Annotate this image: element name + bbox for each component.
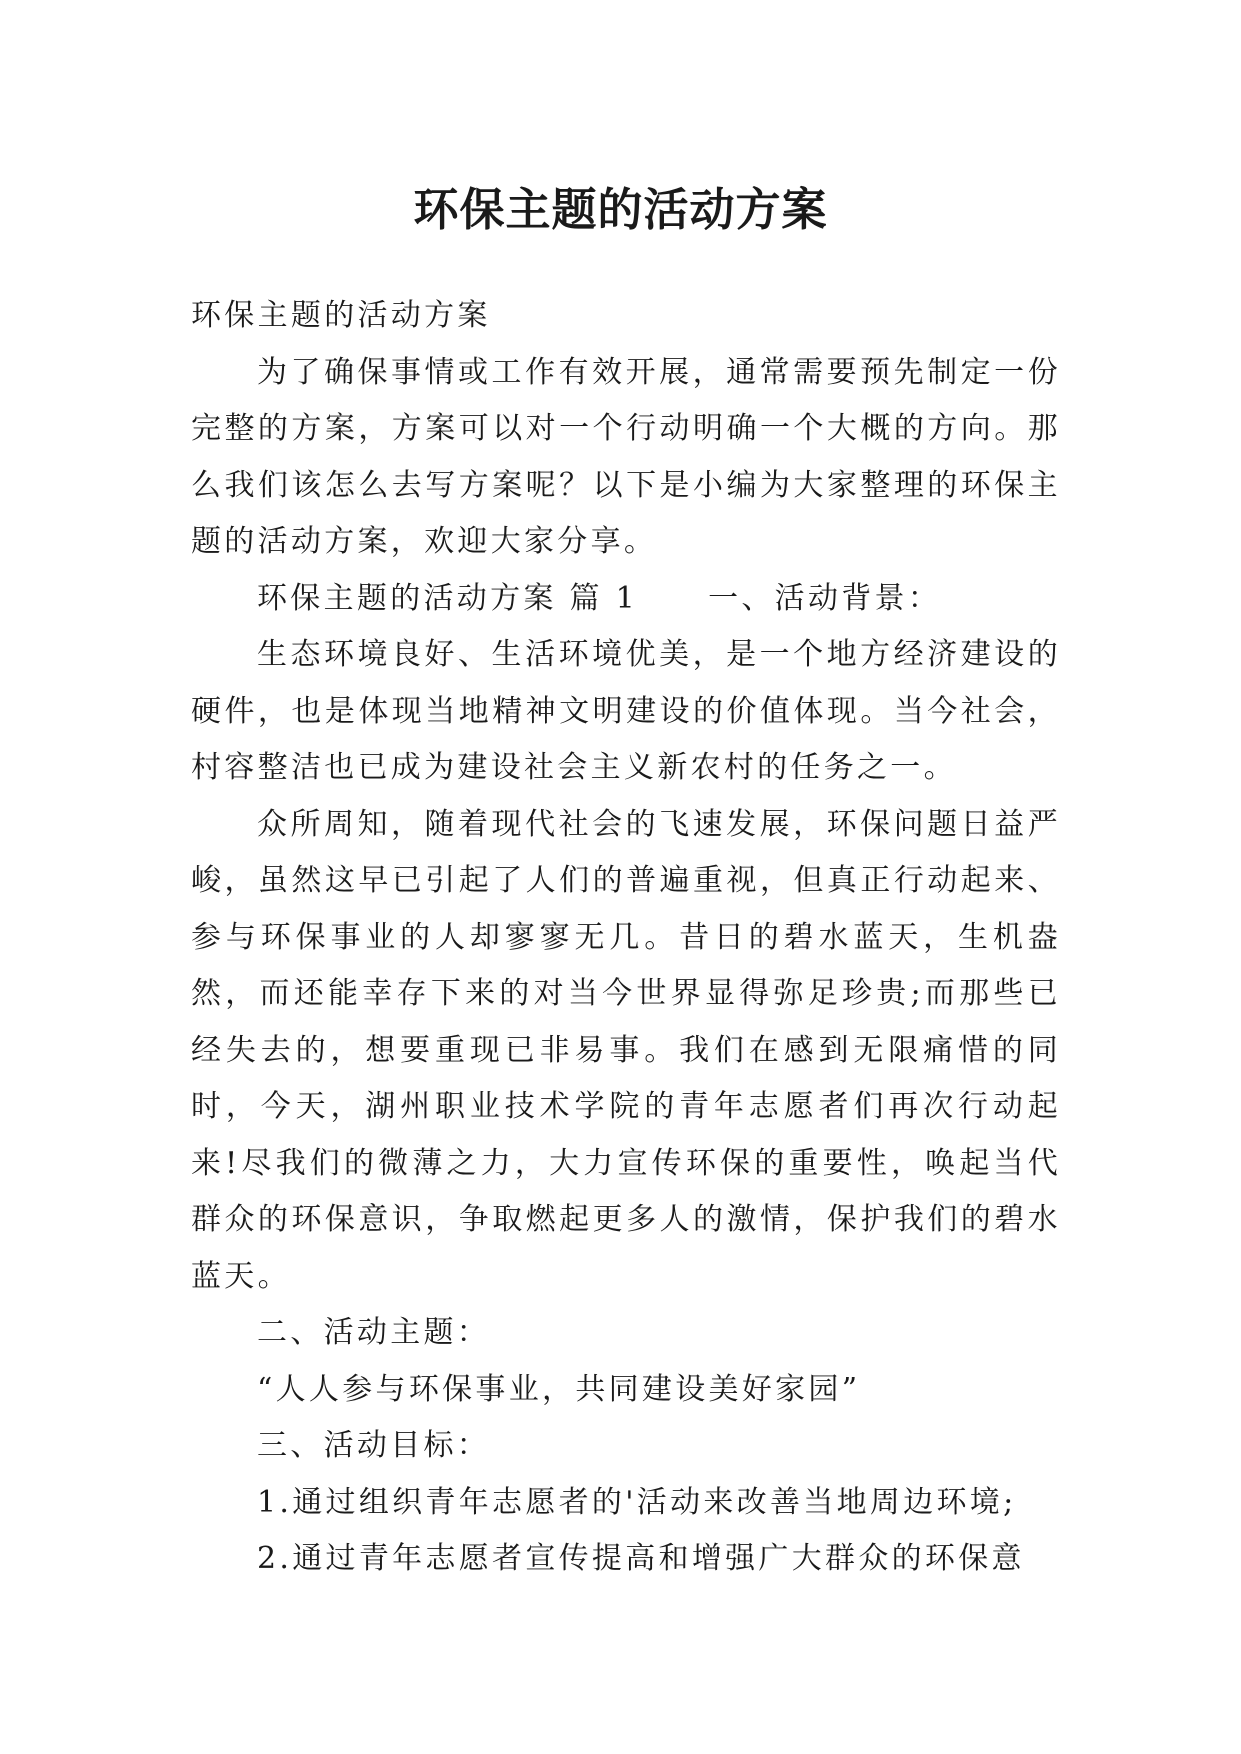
document-body — [191, 288, 1061, 1588]
goal-heading: 三、活动目标： — [257, 1428, 491, 1463]
background-heading: 一、活动背景： — [708, 580, 942, 616]
section-header — [191, 571, 1061, 628]
goal-item-2: 2.通过青年志愿者宣传提高和增强广大群众的环保意 — [257, 1541, 1025, 1576]
background-paragraph-1: 生态环境良好、生活环境优美，是一个地方经济建设的硬件，也是体现当地精神文明建设的价值体现。当今社会，村容整洁也已成为建设社会主义新农村的任务之一。 — [191, 637, 1061, 785]
theme-text: “人人参与环保事业，共同建设美好家园” — [257, 1371, 861, 1407]
theme-heading: 二、活动主题： — [257, 1315, 491, 1350]
page-title: 环保主题的活动方案 — [413, 183, 828, 237]
background-paragraph-2: 众所周知，随着现代社会的飞速发展，环保问题日益严峻，虽然这早已引起了人们的普遍重视，但真正行动起来、参与环保事业的人却寥寥无几。昔日的碧水蓝天，生机盎然，而还能幸存下来的对当今世界显得弥足珍贵;而那些已经失去的，想要重现已非易事。我们在感到无限痛惜的同时，今天，湖州职业技术学院的青年志愿者们再次行动起来!尽我们的微薄之力，大力宣传环保的重要性，唤起当代群众的环保意识，争取燃起更多人的激情，保护我们的碧水蓝天。 — [191, 806, 1061, 1294]
intro-paragraph: 为了确保事情或工作有效开展，通常需要预先制定一份完整的方案，方案可以对一个行动明确一个大概的方向。那么我们该怎么去写方案呢？以下是小编为大家整理的环保主题的活动方案，欢迎大家分享。 — [191, 354, 1061, 559]
goal-item-1: 1.通过组织青年志愿者的'活动来改善当地周边环境; — [257, 1484, 1017, 1520]
section-header-title: 环保主题的活动方案 篇 1 — [257, 580, 639, 616]
document-subtitle: 环保主题的活动方案 — [191, 298, 491, 333]
